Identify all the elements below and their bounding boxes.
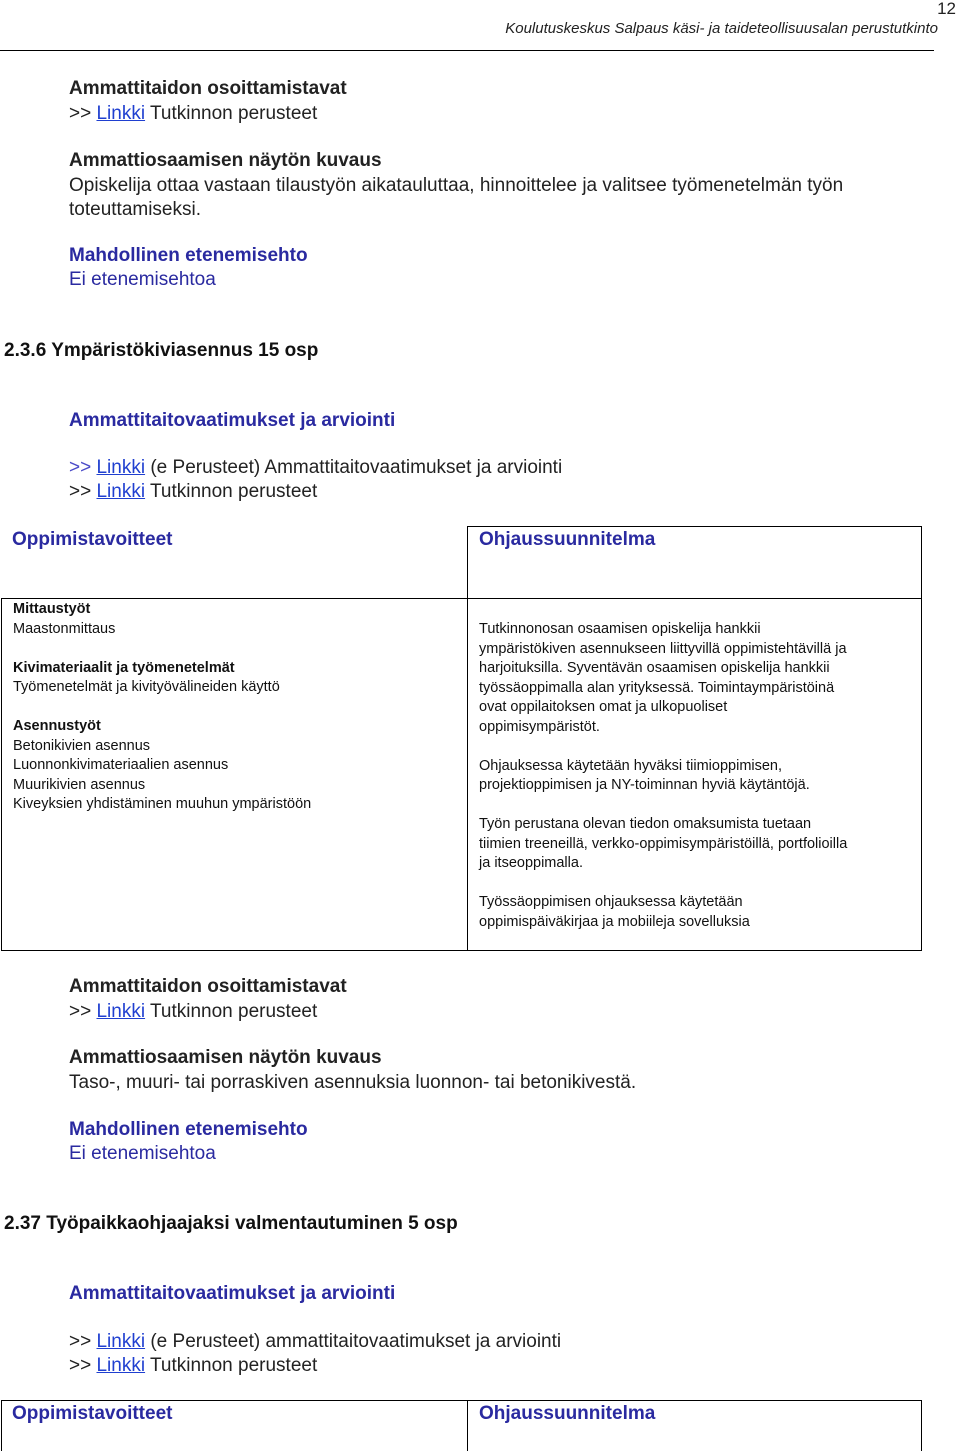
plan-line: Tutkinnonosan osaamisen opiskelija hankkii bbox=[479, 621, 761, 637]
goal-head: Mittaustyöt bbox=[13, 601, 91, 617]
link-prefix: >> bbox=[69, 1331, 92, 1352]
plan-line: Työn perustana olevan tiedon omaksumista tuetaan bbox=[479, 816, 812, 832]
table1-col1-content bbox=[13, 600, 311, 815]
plan-line: Työssäoppimisen ohjauksessa käytetään bbox=[479, 894, 743, 910]
etenemisehto-title-2: Mahdollinen etenemisehto bbox=[69, 1119, 308, 1140]
subtitle-arviointi-1: Ammattitaitovaatimukset ja arviointi bbox=[69, 410, 396, 431]
link-line-6 bbox=[69, 1355, 317, 1377]
page-number: 12 bbox=[937, 0, 956, 18]
header-rule bbox=[0, 50, 934, 51]
link-after: Tutkinnon perusteet bbox=[150, 1001, 318, 1022]
osoittamistavat-title-1: Ammattitaidon osoittamistavat bbox=[69, 78, 347, 99]
plan-line: Ohjauksessa käytetään hyväksi tiimioppimisen, bbox=[479, 757, 783, 774]
link-line-1 bbox=[69, 103, 317, 125]
link-line-3 bbox=[69, 481, 317, 503]
link-line-2 bbox=[69, 457, 562, 479]
plan-line: oppimispäiväkirjaa ja mobiileja sovelluksia bbox=[479, 913, 750, 930]
link-after: Tutkinnon perusteet bbox=[150, 1355, 318, 1376]
table1-col2-content bbox=[479, 620, 847, 932]
section-title-236: 2.3.6 Ympäristökiviasennus 15 osp bbox=[4, 340, 319, 361]
plan-line: ympäristökiven asennukseen liittyvillä oppimistehtävillä ja bbox=[479, 640, 847, 657]
goal-line: Muurikivien asennus bbox=[13, 776, 146, 793]
goal-head: Asennustyöt bbox=[13, 718, 101, 734]
goal-line: Luonnonkivimateriaalien asennus bbox=[13, 757, 229, 773]
linkki-link[interactable]: Linkki bbox=[96, 1355, 146, 1376]
etenemisehto-title-1: Mahdollinen etenemisehto bbox=[69, 245, 308, 266]
plan-line: projektioppimisen ja NY-toiminnan hyviä käytäntöjä. bbox=[479, 777, 810, 793]
plan-line: ovat oppilaitoksen omat ja ulkopuoliset bbox=[479, 699, 728, 715]
table1-col1-header: Oppimistavoitteet bbox=[12, 529, 173, 550]
linkki-link[interactable]: Linkki bbox=[96, 481, 146, 502]
naytto-title-2: Ammattiosaamisen näytön kuvaus bbox=[69, 1047, 382, 1068]
link-prefix: >> bbox=[69, 481, 92, 502]
plan-line: harjoituksilla. Syventävän osaamisen opiskelija hankkii bbox=[479, 660, 830, 676]
osoittamistavat-title-2: Ammattitaidon osoittamistavat bbox=[69, 976, 347, 997]
table2-col2-header: Ohjaussuunnitelma bbox=[479, 1403, 656, 1424]
link-prefix: >> bbox=[69, 457, 92, 478]
page-header bbox=[0, 0, 960, 52]
linkki-link[interactable]: Linkki bbox=[96, 1001, 146, 1022]
goal-line: Kiveyksien yhdistäminen muuhun ympäristöön bbox=[13, 796, 312, 812]
naytto-text-1: Opiskelija ottaa vastaan tilaustyön aikatauluttaa, hinnoittelee ja valitsee työmenetelmän työn bbox=[69, 175, 844, 196]
naytto-text-2: Taso-, muuri- tai porraskiven asennuksia luonnon- tai betonikivestä. bbox=[69, 1072, 637, 1093]
plan-line: oppimisympäristöt. bbox=[479, 718, 600, 735]
link-line-4 bbox=[69, 1001, 317, 1023]
link-line-5 bbox=[69, 1331, 561, 1353]
linkki-link[interactable]: Linkki bbox=[96, 1331, 146, 1352]
linkki-link[interactable]: Linkki bbox=[96, 103, 146, 124]
section-title-237: 2.37 Työpaikkaohjaajaksi valmentautuminen 5 osp bbox=[4, 1213, 458, 1234]
link-prefix: >> bbox=[69, 103, 92, 124]
goal-head: Kivimateriaalit ja työmenetelmät bbox=[13, 659, 235, 676]
link-after: (e Perusteet) Ammattitaitovaatimukset ja arviointi bbox=[150, 457, 563, 478]
goal-line: Betonikivien asennus bbox=[13, 737, 151, 754]
plan-line: tiimien treeneillä, verkko-oppimisympäristöillä, portfolioilla bbox=[479, 835, 848, 852]
etenemisehto-value-1: Ei etenemisehtoa bbox=[69, 269, 216, 290]
subtitle-arviointi-2: Ammattitaitovaatimukset ja arviointi bbox=[69, 1283, 396, 1304]
naytto-title-1: Ammattiosaamisen näytön kuvaus bbox=[69, 150, 382, 171]
link-after: (e Perusteet) ammattitaitovaatimukset ja arviointi bbox=[150, 1331, 562, 1352]
table2-col1-header: Oppimistavoitteet bbox=[12, 1403, 173, 1424]
linkki-link[interactable]: Linkki bbox=[96, 457, 146, 478]
link-prefix: >> bbox=[69, 1355, 92, 1376]
link-after: Tutkinnon perusteet bbox=[150, 481, 318, 502]
etenemisehto-value-2: Ei etenemisehtoa bbox=[69, 1143, 216, 1164]
plan-line: ja itseoppimalla. bbox=[479, 855, 583, 871]
table1-col2-header: Ohjaussuunnitelma bbox=[479, 529, 656, 550]
link-after: Tutkinnon perusteet bbox=[150, 103, 318, 124]
table2-divider bbox=[467, 1401, 468, 1451]
goal-line: Työmenetelmät ja kivityövälineiden käyttö bbox=[13, 679, 280, 695]
table1-divider bbox=[467, 599, 468, 950]
plan-line: työssäoppimalla alan yrityksessä. Toimintaympäristöinä bbox=[479, 679, 835, 696]
goal-line: Maastonmittaus bbox=[13, 620, 116, 637]
naytto-text-1b: toteuttamiseksi. bbox=[69, 199, 201, 220]
link-prefix: >> bbox=[69, 1001, 92, 1022]
header-title: Koulutuskeskus Salpaus käsi- ja taideteollisuusalan perustutkinto bbox=[505, 20, 938, 37]
